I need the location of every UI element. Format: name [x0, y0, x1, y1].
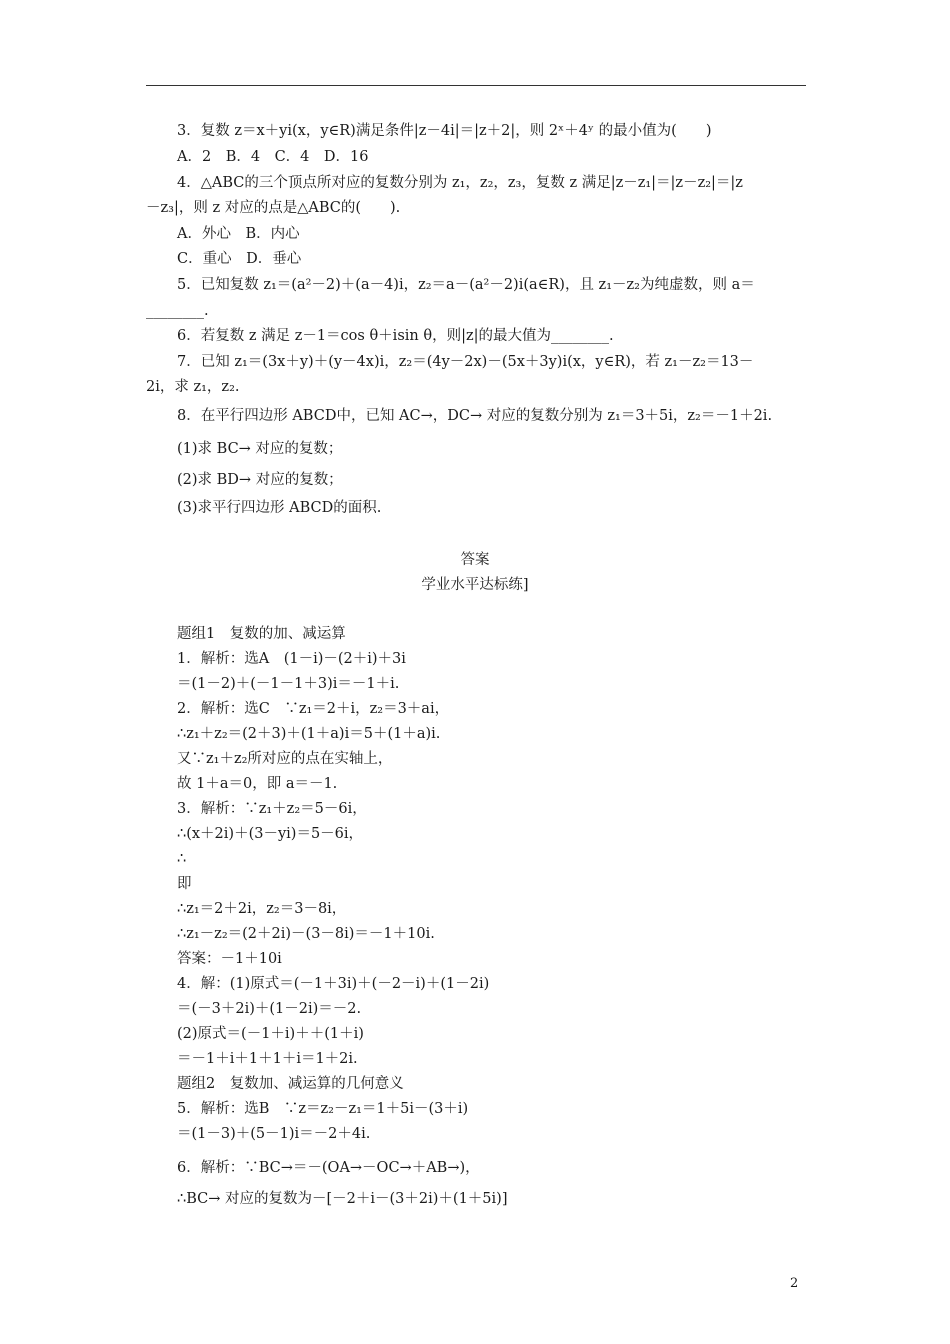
answer-line: 题组1 复数的加、减运算	[177, 626, 346, 642]
question-6: 6．若复数 z 满足 z－1＝cos θ＋isin θ，则|z|的最大值为________.	[177, 328, 614, 344]
answer-subheader: 学业水平达标练]	[421, 577, 529, 593]
question-4-options-2: C．重心 D．垂心	[177, 251, 302, 267]
question-4-line-1: 4．△ABC的三个顶点所对应的复数分别为 z₁，z₂，z₃，复数 z 满足|z－z₁|＝|z－z₂|＝|z	[177, 175, 743, 191]
answer-line: ∴z₁＋z₂＝(2＋3)＋(1＋a)i＝5＋(1＋a)i.	[177, 726, 441, 742]
answer-line: ∴(x＋2i)＋(3－yi)＝5－6i，	[177, 826, 364, 842]
answer-line: 即	[177, 876, 192, 892]
question-3-options: A．2 B．4 C．4 D．16	[177, 149, 369, 165]
answer-line: ∴z₁－z₂＝(2＋2i)－(3－8i)＝－1＋10i.	[177, 926, 435, 942]
answer-line: ∴BC→ 对应的复数为－[－2＋i－(3＋2i)＋(1＋5i)]	[177, 1191, 508, 1207]
answer-line: 2．解析：选C ∵z₁＝2＋i，z₂＝3＋ai，	[177, 701, 450, 717]
answer-line: 答案：－1＋10i	[177, 951, 282, 967]
answer-line: ∴	[177, 851, 187, 867]
question-5-line-1: 5．已知复数 z₁＝(a²－2)＋(a－4)i，z₂＝a－(a²－2)i(a∈R)，且 z₁－z₂为纯虚数，则 a＝	[177, 277, 755, 293]
question-8-part-3: (3)求平行四边形 ABCD的面积.	[177, 500, 382, 516]
question-3-line-1: 3．复数 z＝x＋yi(x，y∈R)满足条件|z－4i|＝|z＋2|，则 2ˣ＋4ʸ 的最小值为( )	[177, 123, 712, 139]
question-8-part-2: (2)求 BD→ 对应的复数；	[177, 472, 343, 488]
question-8: 8．在平行四边形 ABCD中，已知 AC→，DC→ 对应的复数分别为 z₁＝3＋5i，z₂＝－1＋2i.	[177, 408, 773, 424]
answer-line: ＝(1－2)＋(－1－1＋3)i＝－1＋i.	[177, 676, 400, 692]
answer-line: 6．解析：∵BC→＝－(OA→－OC→＋AB→)，	[177, 1160, 480, 1176]
answer-line: ∴z₁＝2＋2i，z₂＝3－8i，	[177, 901, 347, 917]
answer-line: 又∵z₁＋z₂所对应的点在实轴上，	[177, 751, 393, 767]
answer-line: (2)原式＝(－1＋i)＋＋(1＋i)	[177, 1026, 364, 1042]
answer-line: ＝(－3＋2i)＋(1－2i)＝－2.	[177, 1001, 362, 1017]
answer-line: 故 1＋a＝0，即 a＝－1.	[177, 776, 338, 792]
answer-line: 4．解：(1)原式＝(－1＋3i)＋(－2－i)＋(1－2i)	[177, 976, 490, 992]
question-5-line-2: ________.	[146, 303, 209, 319]
header-rule	[146, 85, 806, 86]
answer-line: 3．解析：∵z₁＋z₂＝5－6i，	[177, 801, 367, 817]
answer-header: 答案	[460, 552, 490, 568]
question-7-line-2: 2i，求 z₁，z₂.	[146, 379, 240, 395]
answer-line: ＝(1－3)＋(5－1)i＝－2＋4i.	[177, 1126, 371, 1142]
answer-line: 题组2 复数加、减运算的几何意义	[177, 1076, 404, 1092]
answer-line: 5．解析：选B ∵z＝z₂－z₁＝1＋5i－(3＋i)	[177, 1101, 469, 1117]
question-7-line-1: 7．已知 z₁＝(3x＋y)＋(y－4x)i，z₂＝(4y－2x)－(5x＋3y)i(x，y∈R)，若 z₁－z₂＝13－	[177, 354, 754, 370]
page-number: 2	[790, 1276, 799, 1291]
answer-line: 1．解析：选A (1－i)－(2＋i)＋3i	[177, 651, 406, 667]
question-4-options-1: A．外心 B．内心	[177, 226, 300, 242]
question-4-line-2: －z₃|，则 z 对应的点是△ABC的( ).	[146, 200, 401, 216]
question-8-part-1: (1)求 BC→ 对应的复数；	[177, 441, 343, 457]
answer-line: ＝－1＋i＋1＋1＋i＝1＋2i.	[177, 1051, 358, 1067]
